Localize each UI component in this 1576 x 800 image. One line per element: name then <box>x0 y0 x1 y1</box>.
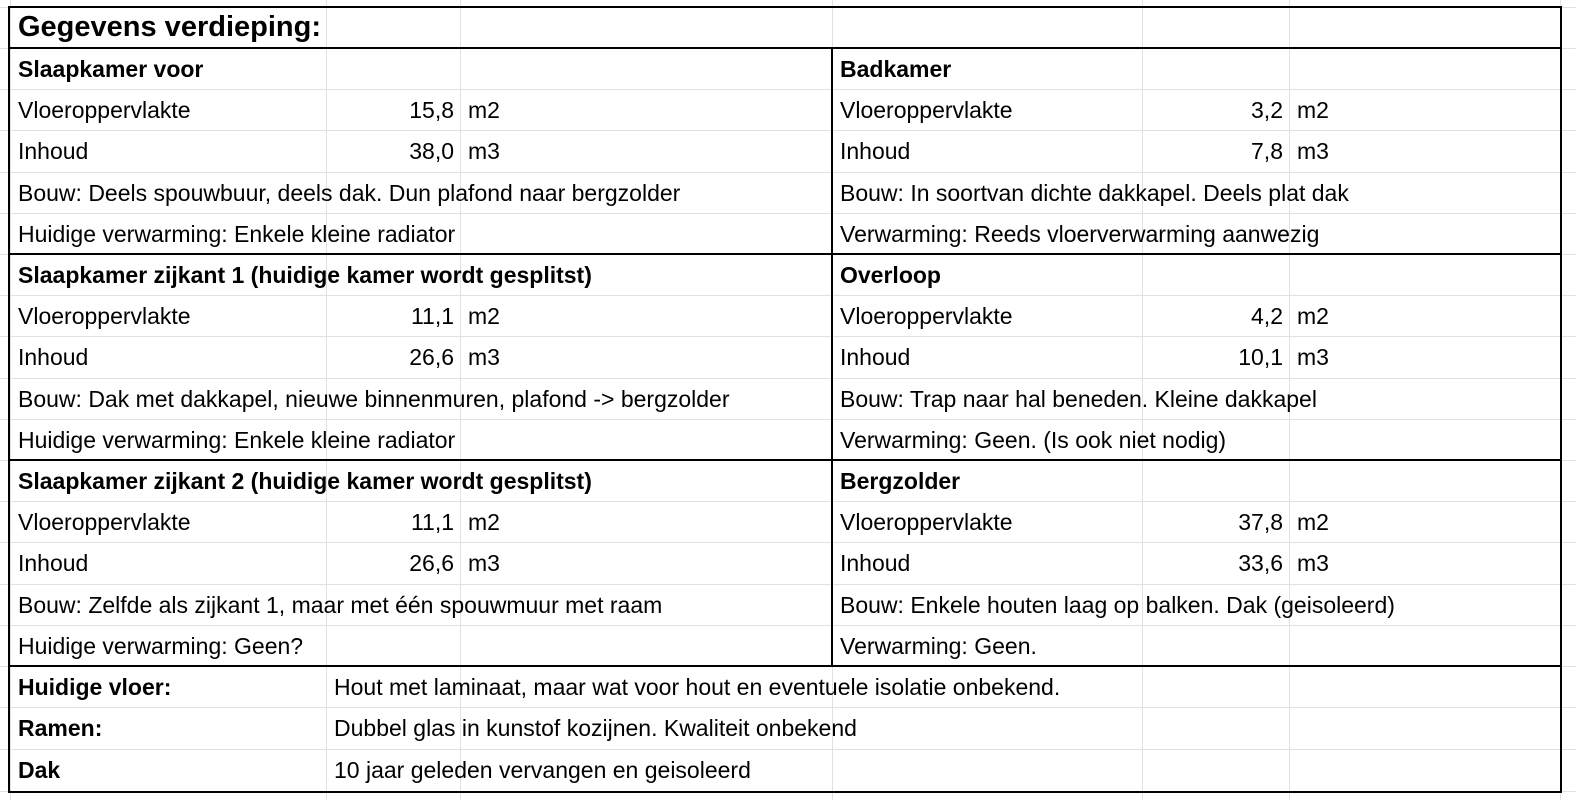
area-unit-cell[interactable]: m2 <box>468 97 500 123</box>
sheet-title[interactable]: Gegevens verdieping: <box>18 11 321 43</box>
verwarming-cell[interactable]: Huidige verwarming: Enkele kleine radiator <box>18 427 456 453</box>
room-name-cell[interactable]: Badkamer <box>840 56 952 82</box>
footer-label-cell[interactable]: Dak <box>18 757 61 783</box>
verwarming-cell[interactable]: Verwarming: Reeds vloerverwarming aanwezig <box>840 221 1320 247</box>
cell-border <box>831 47 833 667</box>
area-value-cell[interactable]: 37,8 <box>1238 509 1283 535</box>
volume-unit-cell[interactable]: m3 <box>1297 344 1329 370</box>
volume-value-cell[interactable]: 38,0 <box>409 138 454 164</box>
bouw-cell[interactable]: Bouw: Deels spouwbuur, deels dak. Dun plafond naar bergzolder <box>18 180 681 206</box>
area-unit-cell[interactable]: m2 <box>1297 509 1329 535</box>
area-label-cell[interactable]: Vloeroppervlakte <box>18 509 191 535</box>
cell-border <box>9 47 1562 49</box>
cell-border <box>9 665 1562 667</box>
footer-value-cell[interactable]: Dubbel glas in kunstof kozijnen. Kwaliteit onbekend <box>334 715 857 741</box>
cell-border <box>9 6 1562 8</box>
footer-label-cell[interactable]: Ramen: <box>18 715 103 741</box>
verwarming-cell[interactable]: Verwarming: Geen. <box>840 633 1037 659</box>
volume-value-cell[interactable]: 26,6 <box>409 344 454 370</box>
volume-unit-cell[interactable]: m3 <box>468 138 500 164</box>
room-name-cell[interactable]: Slaapkamer zijkant 2 (huidige kamer wordt gesplitst) <box>18 468 592 494</box>
cell-border <box>9 253 1562 255</box>
area-label-cell[interactable]: Vloeroppervlakte <box>840 303 1013 329</box>
footer-value-cell[interactable]: Hout met laminaat, maar wat voor hout en eventuele isolatie onbekend. <box>334 674 1061 700</box>
volume-label-cell[interactable]: Inhoud <box>840 550 911 576</box>
room-name-cell[interactable]: Slaapkamer voor <box>18 56 204 82</box>
area-label-cell[interactable]: Vloeroppervlakte <box>18 303 191 329</box>
room-name-cell[interactable]: Slaapkamer zijkant 1 (huidige kamer wordt gesplitst) <box>18 262 592 288</box>
verwarming-cell[interactable]: Verwarming: Geen. (Is ook niet nodig) <box>840 427 1227 453</box>
volume-label-cell[interactable]: Inhoud <box>18 138 89 164</box>
cell-border <box>8 6 10 793</box>
area-value-cell[interactable]: 3,2 <box>1251 97 1283 123</box>
volume-value-cell[interactable]: 7,8 <box>1251 138 1283 164</box>
cell-border <box>9 459 1562 461</box>
area-value-cell[interactable]: 15,8 <box>409 97 454 123</box>
area-value-cell[interactable]: 11,1 <box>410 509 454 535</box>
area-label-cell[interactable]: Vloeroppervlakte <box>18 97 191 123</box>
bouw-cell[interactable]: Bouw: Dak met dakkapel, nieuwe binnenmuren, plafond -> bergzolder <box>18 386 730 412</box>
verwarming-cell[interactable]: Huidige verwarming: Geen? <box>18 633 304 659</box>
cell-border <box>9 791 1562 793</box>
bouw-cell[interactable]: Bouw: Trap naar hal beneden. Kleine dakkapel <box>840 386 1317 412</box>
volume-label-cell[interactable]: Inhoud <box>840 138 911 164</box>
area-value-cell[interactable]: 4,2 <box>1251 303 1283 329</box>
volume-unit-cell[interactable]: m3 <box>468 344 500 370</box>
volume-value-cell[interactable]: 10,1 <box>1238 344 1283 370</box>
verwarming-cell[interactable]: Huidige verwarming: Enkele kleine radiator <box>18 221 456 247</box>
room-name-cell[interactable]: Overloop <box>840 262 941 288</box>
area-unit-cell[interactable]: m2 <box>1297 303 1329 329</box>
area-value-cell[interactable]: 11,1 <box>410 303 454 329</box>
volume-unit-cell[interactable]: m3 <box>468 550 500 576</box>
volume-label-cell[interactable]: Inhoud <box>18 344 89 370</box>
volume-unit-cell[interactable]: m3 <box>1297 138 1329 164</box>
volume-value-cell[interactable]: 33,6 <box>1238 550 1283 576</box>
bouw-cell[interactable]: Bouw: Zelfde als zijkant 1, maar met één spouwmuur met raam <box>18 592 663 618</box>
volume-value-cell[interactable]: 26,6 <box>409 550 454 576</box>
volume-unit-cell[interactable]: m3 <box>1297 550 1329 576</box>
area-label-cell[interactable]: Vloeroppervlakte <box>840 97 1013 123</box>
footer-value-cell[interactable]: 10 jaar geleden vervangen en geisoleerd <box>334 757 751 783</box>
room-name-cell[interactable]: Bergzolder <box>840 468 961 494</box>
cell-border <box>1560 6 1562 793</box>
area-unit-cell[interactable]: m2 <box>468 509 500 535</box>
volume-label-cell[interactable]: Inhoud <box>840 344 911 370</box>
area-unit-cell[interactable]: m2 <box>1297 97 1329 123</box>
footer-label-cell[interactable]: Huidige vloer: <box>18 674 172 700</box>
area-label-cell[interactable]: Vloeroppervlakte <box>840 509 1013 535</box>
bouw-cell[interactable]: Bouw: In soortvan dichte dakkapel. Deels plat dak <box>840 180 1349 206</box>
bouw-cell[interactable]: Bouw: Enkele houten laag op balken. Dak (geisoleerd) <box>840 592 1395 618</box>
area-unit-cell[interactable]: m2 <box>468 303 500 329</box>
volume-label-cell[interactable]: Inhoud <box>18 550 89 576</box>
